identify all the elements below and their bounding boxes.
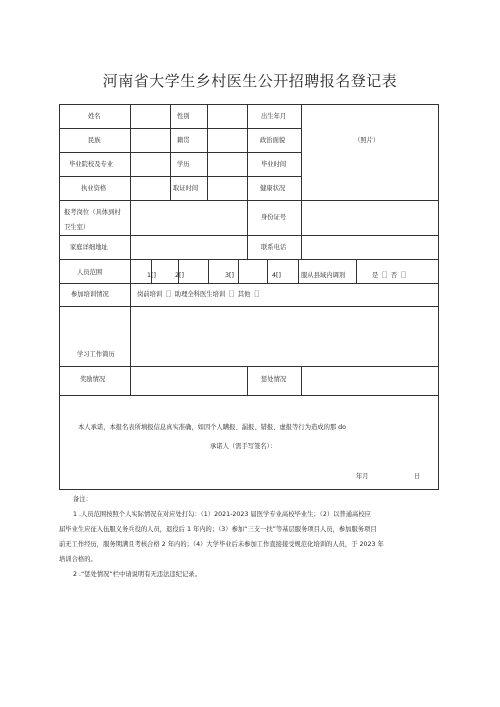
note-line-1: 1 .人员范围按照个人实际情况在对应处打勾：（1）2021-2023 届医学专业高校毕业生；（2）以普通高校应 — [73, 511, 371, 518]
political-status-label: 政治面貌 — [260, 137, 286, 144]
position-label-line2: 卫生室） — [64, 224, 90, 231]
note-line-3: 前无工作经历，服务期满且考核合格 2 年内的；（4）大学毕业后未参加工作直接接受规范化培训的人员，于 2023 年 — [59, 541, 384, 548]
note-line-2: 届毕业生应征入伍服义务兵役的人员，退役后 1 年内的；（3）参加“三支一扶”等基层服务项目人员，参加服务项目 — [59, 526, 377, 533]
awards-label: 奖励情况 — [80, 376, 106, 383]
scope-option-4[interactable]: 4[] — [272, 272, 281, 279]
signature-date-day: 日 — [414, 473, 421, 480]
penalties-label: 惩处情况 — [261, 376, 287, 383]
note-line-5: 2 .“惩处情况”栏中请说明有无违法违纪记录。 — [73, 571, 201, 578]
accept-transfer-label: 服从县域内调剂 — [301, 272, 346, 279]
resume-label: 学习工作简历 — [77, 351, 115, 358]
form-title: 河南省大学生乡村医生公开招聘报名登记表 — [102, 72, 398, 90]
notes-heading: 备注： — [73, 496, 92, 503]
training-label: 参加培训情况 — [71, 291, 109, 298]
school-major-label: 毕业院校及专业 — [69, 161, 114, 168]
position-label-line1: 报考岗位（具体到村 — [64, 209, 121, 216]
registration-form-table — [59, 104, 439, 490]
ethnicity-label: 民族 — [88, 137, 101, 144]
photo-placeholder: （照片） — [354, 137, 380, 144]
note-line-4: 培训合格的。 — [59, 556, 97, 563]
personnel-scope-label: 人员范围 — [77, 269, 103, 276]
id-number-label: 身份证号 — [261, 214, 287, 221]
home-address-label: 家庭详细地址 — [70, 244, 108, 251]
pledge-text: 本人承诺，本报名表所填报信息真实准确，如因个人瞒报、漏报、错报、虚报等行为造成的那 do — [78, 424, 347, 431]
accept-transfer-options[interactable]: 是［］否［］ — [372, 272, 410, 279]
gender-label: 性别 — [177, 113, 190, 120]
graduation-date-label: 毕业时间 — [261, 161, 287, 168]
birth-date-label: 出生年月 — [261, 113, 287, 120]
signer-label: 承诺人（需手写签名）： — [210, 443, 277, 450]
scope-option-1[interactable]: 1[] — [147, 272, 156, 279]
phone-label: 联系电话 — [261, 244, 287, 251]
notes-section — [59, 492, 449, 582]
health-status-label: 健康状况 — [260, 185, 286, 192]
certificate-date-label: 取证时间 — [173, 185, 199, 192]
scope-option-2[interactable]: 2[] — [175, 272, 184, 279]
license-label: 执业资格 — [81, 185, 107, 192]
signature-date-year-month: 年月 — [356, 473, 369, 480]
name-label: 姓名 — [88, 113, 101, 120]
scope-option-3[interactable]: 3[] — [225, 272, 234, 279]
training-options[interactable]: 岗前培训［］助理全科医生培训［］其他［］ — [137, 291, 263, 298]
native-place-label: 籍贯 — [177, 137, 190, 144]
education-label: 学历 — [177, 161, 190, 168]
